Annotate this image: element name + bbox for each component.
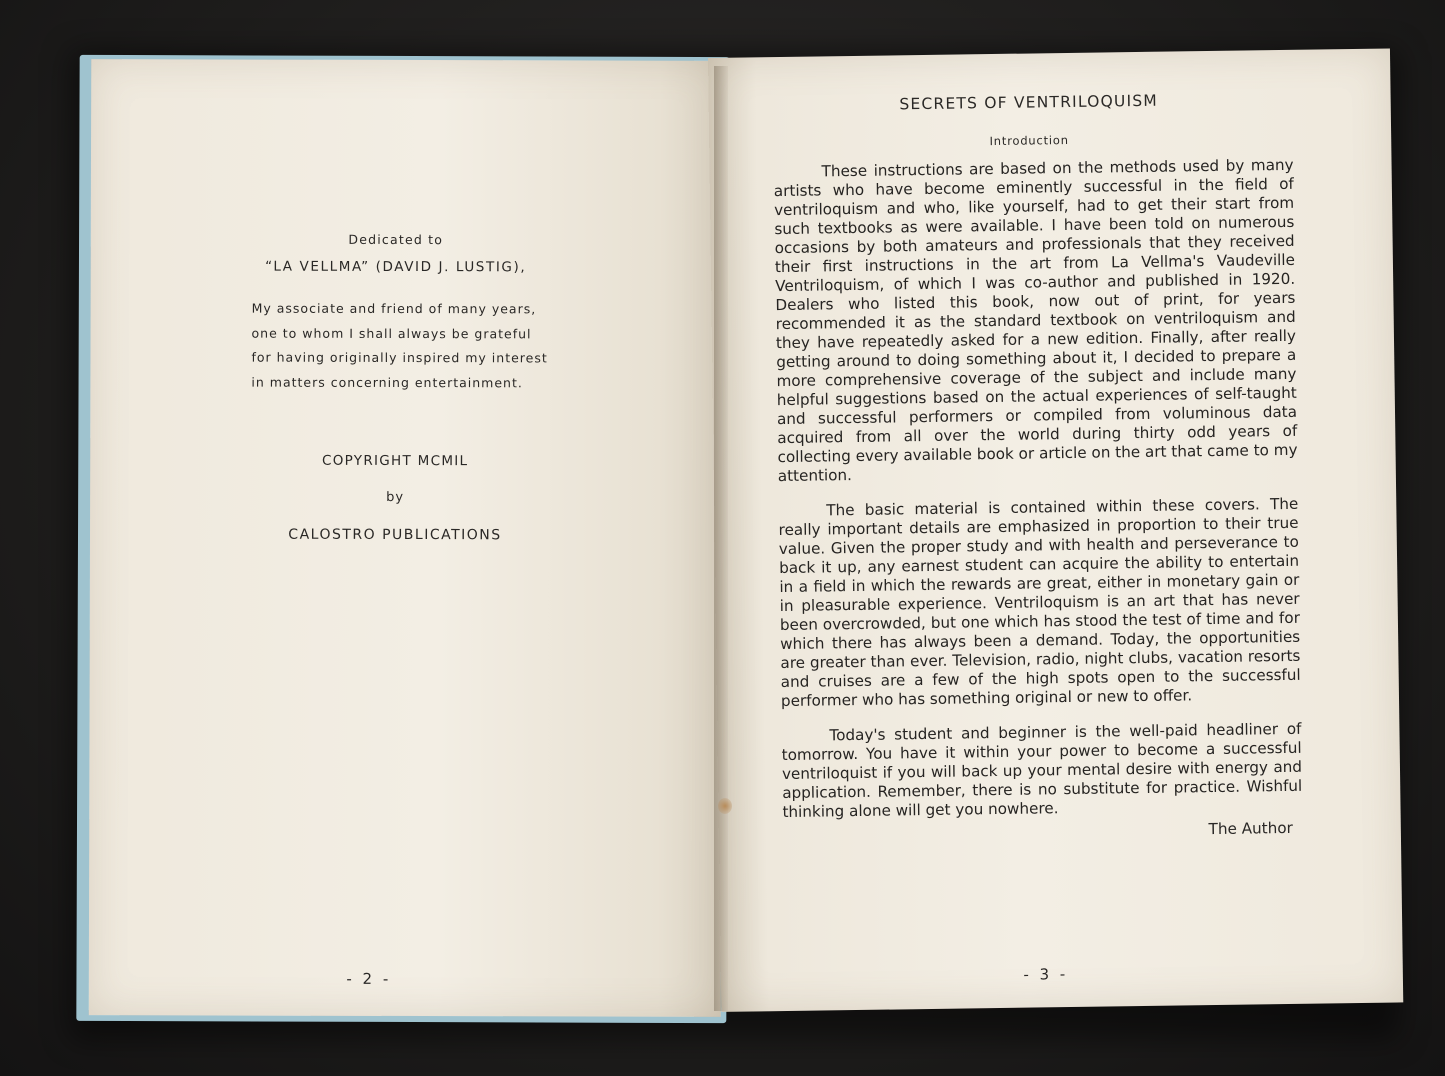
paragraph: These instructions are based on the methods used by many artists who have become eminently successful in the field of ventriloquism and who, like yourself, had to get their start from such textbooks as were available. I have been told on numerous occasions by both amateurs and professionals that they received their first instructions in the art from La Vellma's Vaudeville Ventriloquism, of which I was co-author and published in 1920. Dealers who listed this book, now out of print, for years recommended it as the standard textbook on ventriloquism and they have repeatedly asked for a new edition. Finally, after really getting around to doing something about it, I decided to prepare a more comprehensive coverage of the subject and include many helpful suggestions based on the actual experiences of self-taught and successful performers or compiled from voluminous data acquired from all over the world during thirty odd years of collecting every available book or article on the art that came to my attention. (773, 155, 1298, 486)
paragraph: The basic material is contained within these covers. The really important details are emphasized in proportion to their true value. Given the proper study and with health and perseverance to back it up, any earnest student can acquire the ability to entertain in a field in which the rewards are great, either in monetary gain or in pleasurable experience. Ventriloquism is an art that has never been overcrowded, but one which has stood the test of time and for which there has always been a demand. Today, the opportunities are greater than ever. Television, radio, night clubs, vacation resorts and cruises are a few of the high spots open to the successful performer who has something original or new to offer. (778, 494, 1301, 711)
dedication-line: in matters concerning entertainment. (251, 374, 523, 390)
page-number-right: - 3 - (1023, 965, 1069, 984)
dedication (90, 231, 700, 396)
author-signature: The Author (1208, 818, 1293, 839)
section-heading: Introduction (989, 132, 1069, 149)
left-page (89, 59, 724, 1017)
dedication-label: Dedicated to (348, 231, 444, 248)
introduction-body (773, 156, 1302, 844)
paragraph: Today's student and beginner is the well-paid headliner of tomorrow. You have it within your power to become a successful ventriloquist if you will back up your mental desire with energy and application. Remember, there is no substitute for practice. Wishful thinking alone will get you nowhere. (781, 719, 1303, 822)
copyright-block (90, 452, 700, 544)
dedication-line: My associate and friend of many years, (251, 300, 537, 317)
dedication-line: one to whom I shall always be grateful (251, 325, 532, 341)
publisher-name: CALOSTRO PUBLICATIONS (288, 526, 502, 544)
book-gutter (714, 66, 728, 1011)
copyright-notice: COPYRIGHT MCMIL (321, 452, 469, 470)
paper-stain (718, 798, 732, 814)
page-number-left: - 2 - (346, 969, 392, 988)
copyright-by: by (386, 489, 405, 505)
dedicatee-name: “LA VELLMA” (DAVID J. LUSTIG), (265, 258, 527, 276)
right-page (708, 48, 1403, 1011)
page-title: SECRETS OF VENTRILOQUISM (899, 91, 1159, 114)
dedication-line: for having originally inspired my interest (251, 349, 548, 366)
